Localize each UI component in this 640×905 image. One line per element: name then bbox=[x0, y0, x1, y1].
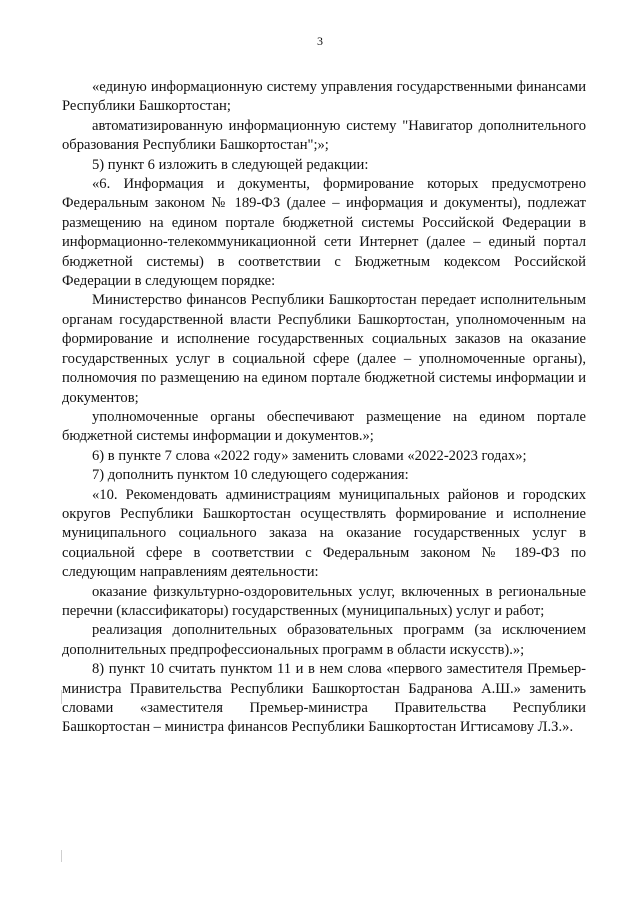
page-number: 3 bbox=[317, 34, 323, 48]
paragraph: Министерство финансов Республики Башкортостан передает исполнительным органам государственной власти Республики Башкортостан, уполномоченным на формирование и исполнение государственных социальных заказов на оказание государственных услуг в социальной сфере (далее – уполномоченные органы), полномочия по размещению на едином портале бюджетной системы информации и документов; bbox=[62, 292, 586, 406]
paragraph: автоматизированную информационную систему "Навигатор дополнительного образования Республики Башкортостан";»; bbox=[62, 117, 586, 154]
paragraph: 7) дополнить пунктом 10 следующего содержания: bbox=[92, 467, 409, 484]
scan-margin-mark bbox=[61, 850, 62, 862]
paragraph: 8) пункт 10 считать пунктом 11 и в нем слова «первого заместителя Премьер-министра Правительства Республики Башкортостан Бадранова А.Ш.» заменить словами «заместителя Премьер-министра Правительства Республики Башкортостан – министра финансов Республики Башкортостан Игтисамову Л.З.». bbox=[62, 661, 586, 736]
paragraph: оказание физкультурно-оздоровительных услуг, включенных в региональные перечни (классификаторы) государственных (муниципальных) услуг и работ; bbox=[62, 583, 586, 619]
paragraph: уполномоченные органы обеспечивают размещение на едином портале бюджетной системы информации и документов.»; bbox=[62, 408, 586, 445]
paragraph: реализация дополнительных образовательных программ (за исключением дополнительных предпрофессиональных программ в области искусств).»; bbox=[62, 622, 586, 658]
paragraph: «единую информационную систему управления государственными финансами Республики Башкортостан; bbox=[62, 79, 586, 115]
paragraph: «10. Рекомендовать администрациям муниципальных районов и городских округов Республики Башкортостан осуществлять формирование и исполнение муниципального социального заказа на оказание государственных услуг в социальной сфере в соответствии с Федеральным законом № 189-ФЗ по следующим направлениям деятельности: bbox=[62, 486, 586, 581]
document-body bbox=[62, 78, 586, 738]
paragraph: 6) в пункте 7 слова «2022 году» заменить словами «2022-2023 годах»; bbox=[92, 447, 527, 464]
paragraph: «6. Информация и документы, формирование которых предусмотрено Федеральным законом № 189-ФЗ (далее – информация и документы), подлежат размещению на едином портале бюджетной системы Российской Федерации в информационно-телекоммуникационной сети Интернет (далее – единый портал бюджетной системы) в соответствии с Бюджетным кодексом Российской Федерации в следующем порядке: bbox=[62, 176, 586, 290]
paragraph: 5) пункт 6 изложить в следующей редакции: bbox=[92, 156, 369, 173]
